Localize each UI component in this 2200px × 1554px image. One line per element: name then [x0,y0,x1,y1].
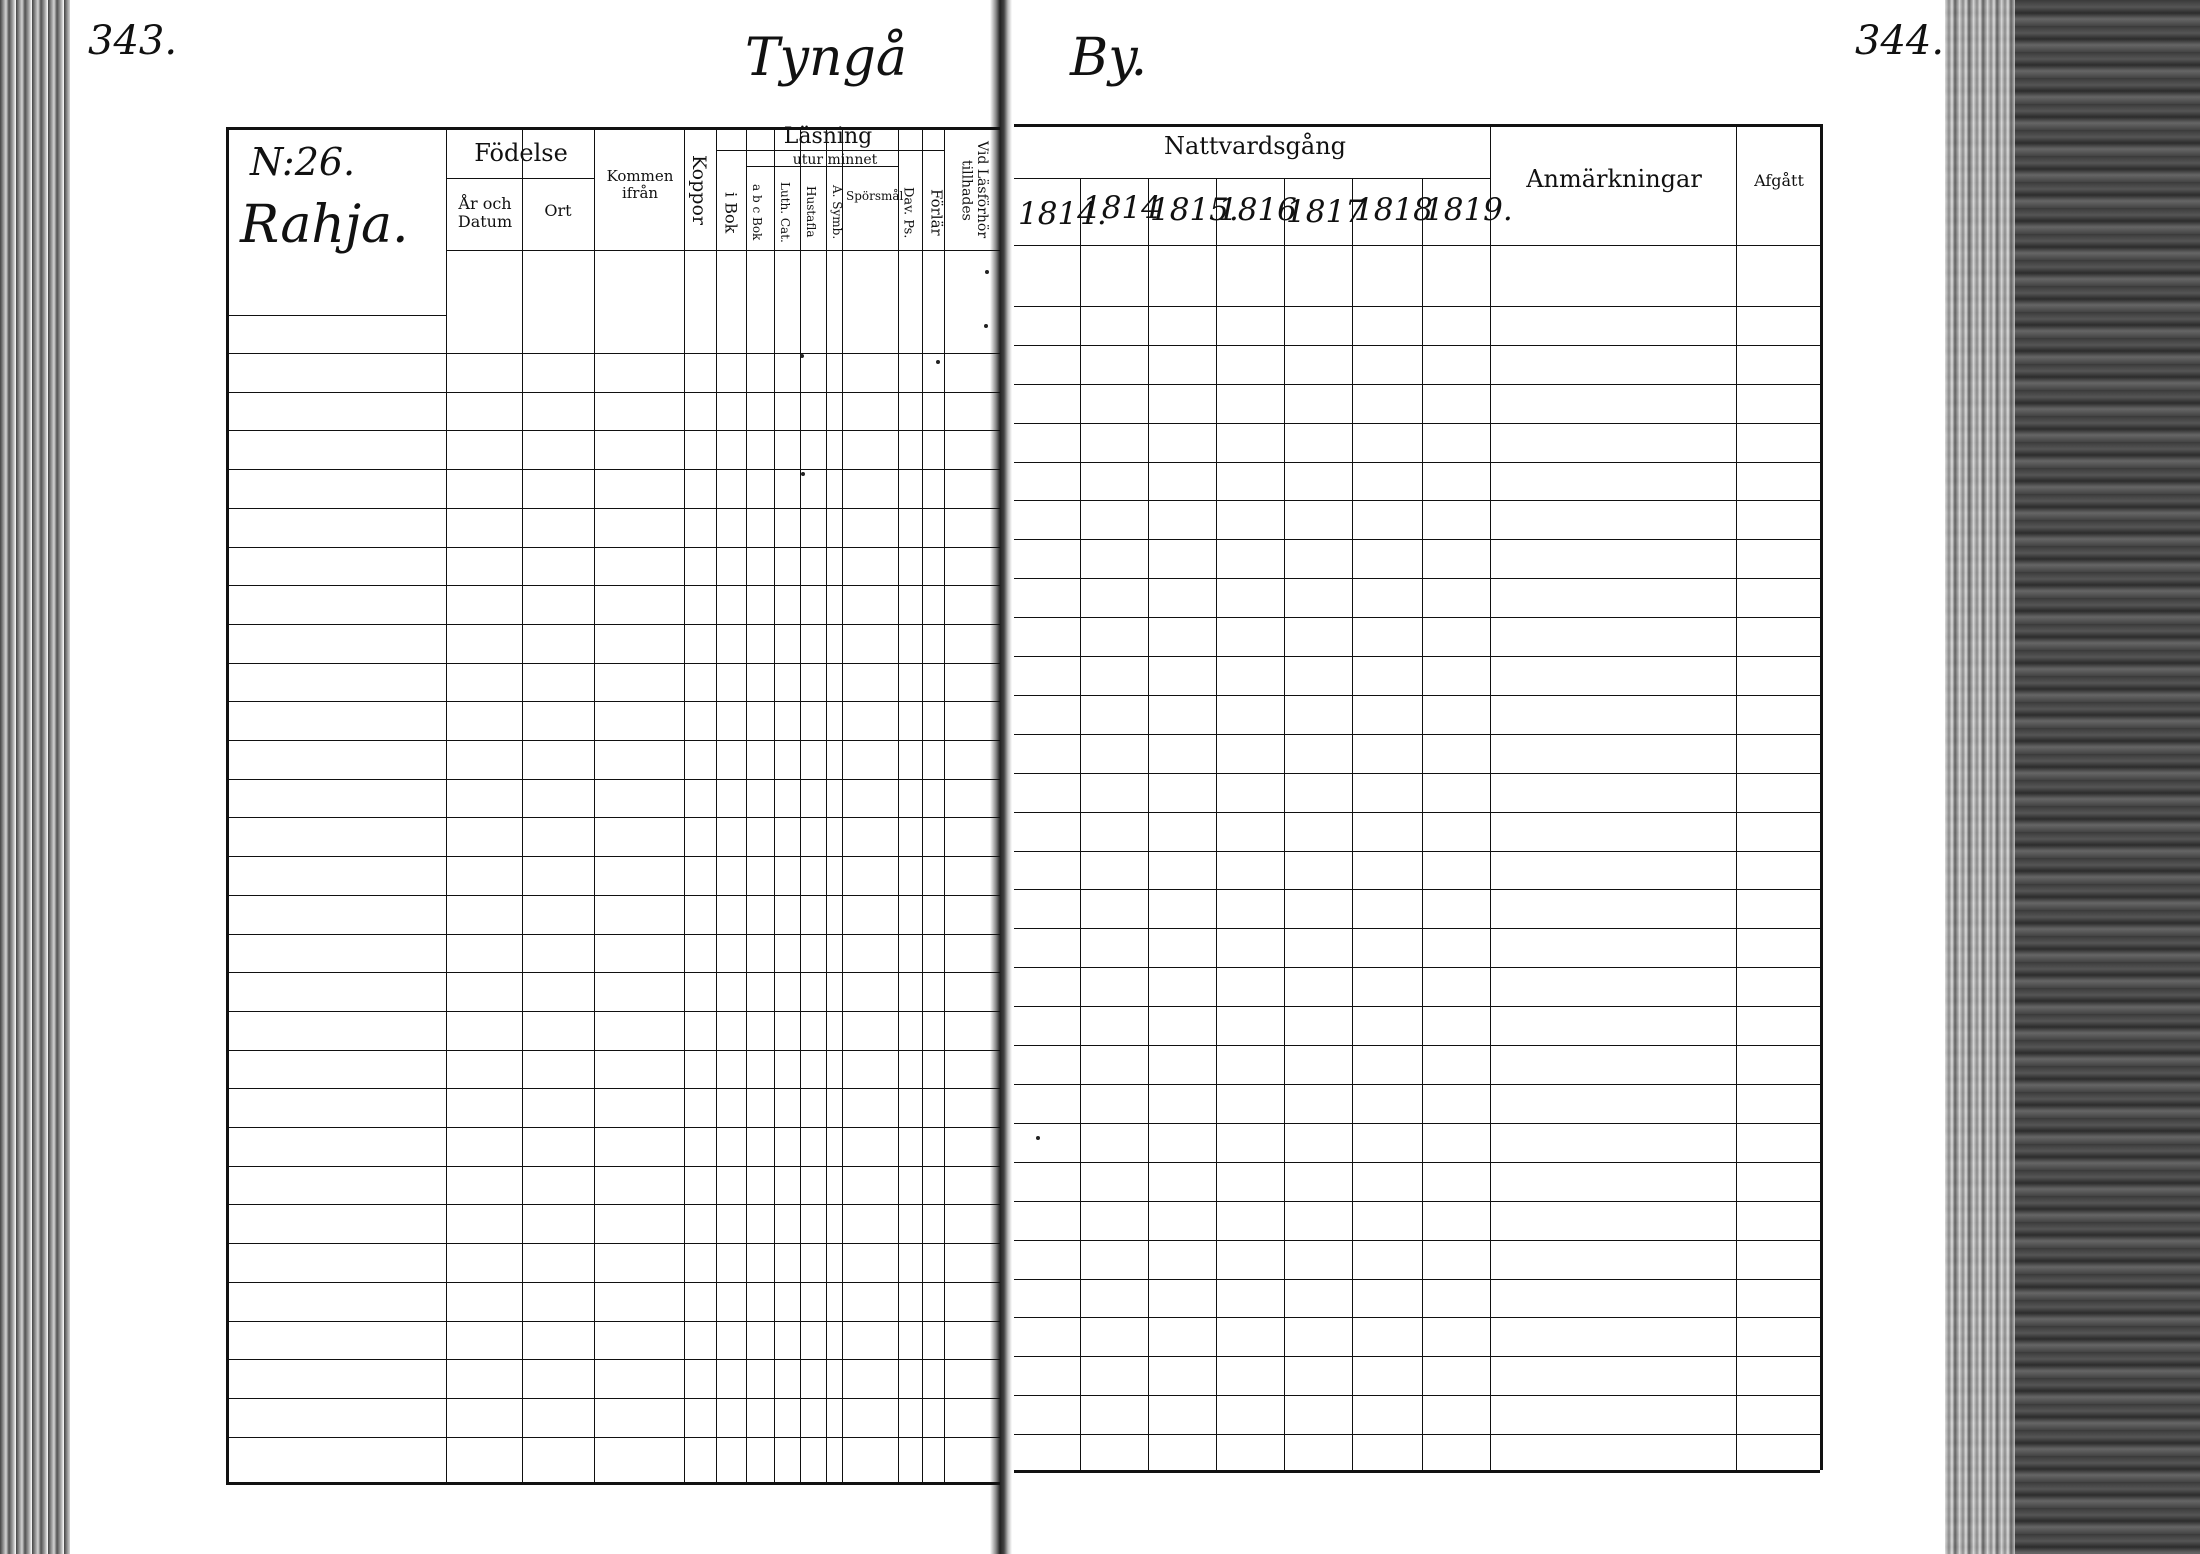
ink-speck [985,270,989,274]
year-col-4: 1816 [1218,192,1297,228]
rule-line [1014,306,1820,307]
table-right-border [1820,124,1823,1470]
rule-line [1014,384,1820,385]
column-line [1216,178,1217,1470]
rule-line [1014,734,1820,735]
column-line [1284,178,1285,1470]
rule-line [226,1011,1000,1012]
rule-line [1014,1395,1820,1396]
header-vid-lasforhor: Vid Läsförhör tillhades [958,141,990,239]
rule-line [1014,500,1820,501]
rule-line [1014,1084,1820,1085]
year-col-1: 1814. [1018,196,1107,232]
rule-line [226,1204,1000,1205]
rule-line [1014,656,1820,657]
ink-speck [801,472,805,476]
rule-line [226,1398,1000,1399]
column-line [898,127,899,1482]
header-subrule [716,150,944,151]
column-line [1422,178,1423,1470]
column-line [716,127,717,1482]
rule-line [226,430,1000,431]
rule-line [226,1088,1000,1089]
column-line [800,127,801,1482]
header-nattvardsgang: Nattvardsgång [1163,132,1347,160]
rule-line [226,972,1000,973]
rule-line [226,353,1000,354]
header-anmarkningar: Anmärkningar [1526,165,1702,193]
farm-number: N:26. [250,140,356,184]
rule-line [226,1127,1000,1128]
village-suffix: By. [1070,28,1148,88]
rule-line [226,895,1000,896]
rule-line [1014,1123,1820,1124]
table-left-border [226,127,229,1482]
header-luth-cat: Luth. Cat. [778,181,793,243]
rule-line [226,934,1000,935]
column-line [922,127,923,1482]
header-dav-ps: Dav. Ps. [900,187,916,239]
header-subrule [1014,178,1490,179]
rule-line [226,508,1000,509]
header-hustafla: Hustafla [804,186,819,238]
year-col-7: 1819. [1424,192,1513,228]
header-a-symb: A. Symb. [830,184,845,240]
rule-line [1014,889,1820,890]
rule-line [226,1321,1000,1322]
rule-line [226,1166,1000,1167]
column-line [684,127,685,1482]
rule-line [1014,851,1820,852]
header-utur-minnet: utur minnet [792,152,878,168]
rule-line [1014,1162,1820,1163]
right-page-number: 344. [1855,18,1945,64]
table-top-border [226,127,1000,130]
table-bottom-border [1014,1470,1820,1473]
rule-line [1014,695,1820,696]
rule-line [1014,1356,1820,1357]
rule-line [1014,1317,1820,1318]
header-koppor: Koppor [687,155,710,225]
column-line [774,127,775,1482]
year-col-2: 1814 [1082,190,1161,226]
scan-left-edge [0,0,70,1554]
ink-speck [936,360,940,364]
rule-line [1014,773,1820,774]
header-afgatt: Afgått [1754,171,1804,190]
header-kommen-ifran: Kommen ifrån [606,167,674,203]
column-line [1352,178,1353,1470]
rule-line [226,624,1000,625]
village-name: Tyngå [745,28,907,88]
rule-line [226,779,1000,780]
rule-line [1014,345,1820,346]
ink-speck [800,354,804,358]
column-line [1490,124,1491,1470]
scan-right-edge [1945,0,2015,1554]
rule-line [226,1437,1000,1438]
rule-line [1014,812,1820,813]
header-i-bok: i Bok [721,192,741,234]
column-line [842,127,843,1482]
header-sporsmal: Spörsmål [846,189,904,203]
header-abc-bok: a b c Bok [750,183,765,241]
table-bottom-border [226,1482,1000,1485]
rule-line [226,469,1000,470]
rule-line [226,1050,1000,1051]
farm-name: Rahja. [240,195,409,255]
header-bottom-rule [446,250,1000,251]
rule-line [226,740,1000,741]
ink-speck [1036,1136,1040,1140]
column-line [594,127,595,1482]
header-fodelse: Födelse [474,139,568,167]
header-ort: Ort [544,201,572,220]
left-page-number: 343. [88,18,178,64]
rule-line [226,392,1000,393]
header-forlar: Förlär [927,189,946,236]
rule-line [226,1243,1000,1244]
rule-line [1014,462,1820,463]
column-line [522,127,523,1482]
rule-line [1014,1279,1820,1280]
year-col-5: 1817 [1286,194,1365,230]
rule-line [1014,1006,1820,1007]
header-subrule [746,166,898,167]
column-line [944,127,945,1482]
year-col-6: 1818 [1354,192,1433,228]
rule-line [1014,617,1820,618]
rule-line [1014,928,1820,929]
rule-line [226,817,1000,818]
column-line [826,127,827,1482]
table-top-border [1014,124,1820,127]
rule-line [226,1359,1000,1360]
rule-line [1014,1045,1820,1046]
rule-line [226,547,1000,548]
year-col-3: 1815. [1150,192,1239,228]
header-ar-och-datum: År och Datum [457,194,513,232]
name-cell-bottom [226,315,446,316]
rule-line [1014,423,1820,424]
rule-line [1014,1201,1820,1202]
rule-line [1014,967,1820,968]
column-line [1148,178,1149,1470]
ink-speck [984,324,988,328]
header-subrule [446,178,594,179]
column-line [1080,178,1081,1470]
rule-line [226,701,1000,702]
rule-line [226,585,1000,586]
rule-line [1014,578,1820,579]
rule-line [226,1282,1000,1283]
column-line [446,127,447,1482]
header-bottom-rule [1014,245,1820,246]
header-lasning: Läsning [783,124,873,149]
rule-line [226,856,1000,857]
column-line [1736,124,1737,1470]
column-line [746,127,747,1482]
rule-line [1014,1434,1820,1435]
rule-line [1014,539,1820,540]
rule-line [1014,1240,1820,1241]
rule-line [226,663,1000,664]
